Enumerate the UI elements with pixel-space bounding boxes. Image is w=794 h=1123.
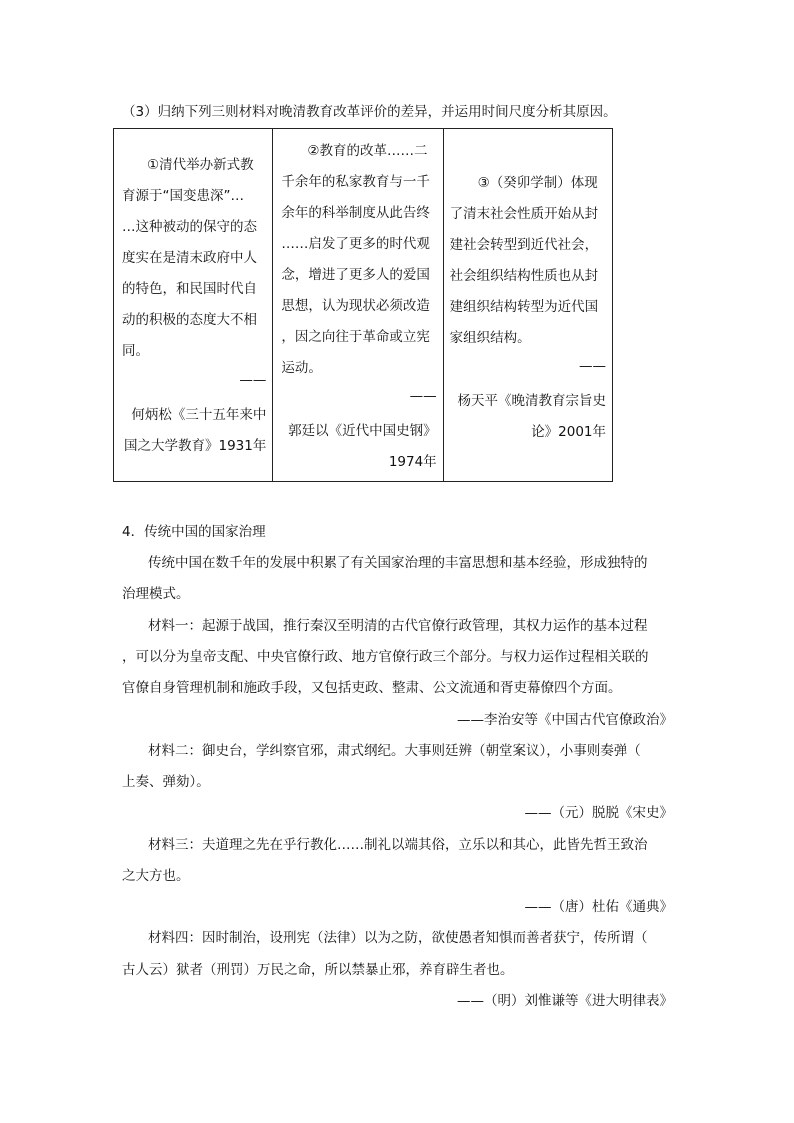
cell2-line: ，因之向往于革命或立宪 bbox=[281, 329, 430, 345]
material-3-line: 之大方也。 bbox=[122, 868, 190, 884]
material-2-line: 材料二：御史台，学纠察官邪，肃式纲纪。大事则廷辨（朝堂案议），小事则奏弹（ bbox=[148, 743, 641, 759]
material-4-line: 材料四：因时制治，设刑宪（法律）以为之防，欲使愚者知惧而善者获宁，传所谓（ bbox=[148, 930, 648, 946]
material-3-line: 材料三：夫道理之先在乎行教化……制礼以端其俗，立乐以和其心，此皆先哲王致治 bbox=[148, 837, 648, 853]
cell2-source: 郭廷以《近代中国史钢》 bbox=[288, 423, 437, 439]
cell3-line: 建组织结构转型为近代国 bbox=[449, 299, 599, 315]
cell2-line: 余年的科举制度从此告终 bbox=[281, 205, 430, 221]
material-1-line: 官僚自身管理机制和施政手段，又包括吏政、整肃、公文流通和胥吏幕僚四个方面。 bbox=[122, 680, 622, 696]
table-cell-1 bbox=[114, 129, 273, 482]
cell3-line: 社会组织结构性质也从封 bbox=[449, 268, 599, 284]
cell1-line: …这种被动的保守的态 bbox=[122, 219, 257, 235]
material-2-line: 上奏、弹劾）。 bbox=[122, 774, 210, 790]
cell3-dash: —— bbox=[579, 358, 606, 374]
cell1-line: 同。 bbox=[122, 343, 149, 359]
cell1-line: 动的积极的态度大不相 bbox=[122, 312, 257, 328]
cell2-line: ……启发了更多的时代观 bbox=[281, 236, 430, 252]
material-4-source: ——（明）刘惟谦等《进大明律表》 bbox=[457, 993, 673, 1009]
material-4-line: 古人云）狱者（刑罚）万民之命，所以禁暴止邪，养育辟生者也。 bbox=[122, 962, 514, 978]
cell2-line: 千余年的私家教育与一千 bbox=[281, 174, 430, 190]
intro-line: 治理模式。 bbox=[122, 586, 190, 602]
cell3-line: ③（癸卯学制）体现 bbox=[477, 175, 598, 191]
cell2-line: 思想，认为现状必须改造 bbox=[281, 298, 430, 314]
cell2-line: 念，增进了更多人的爱国 bbox=[281, 267, 430, 283]
cell2-source: 1974年 bbox=[388, 454, 437, 470]
cell1-source: 国之大学教育》1931年 bbox=[124, 438, 267, 454]
table-cell-3 bbox=[443, 129, 612, 482]
material-2-source: ——（元）脱脱《宋史》 bbox=[524, 805, 673, 821]
cell1-source: 何炳松《三十五年来中 bbox=[131, 407, 267, 423]
material-1-line: 材料一：起源于战国，推行秦汉至明清的古代官僚行政管理，其权力运作的基本过程 bbox=[148, 618, 648, 634]
section-4-heading: 4．传统中国的国家治理 bbox=[122, 524, 266, 540]
cell3-source: 论》2001年 bbox=[531, 424, 606, 440]
material-1-source: ——李治安等《中国古代官僚政治》 bbox=[457, 712, 673, 728]
cell1-line: 的特色，和民国时代自 bbox=[122, 281, 257, 297]
cell3-source: 杨天平《晚清教育宗旨史 bbox=[457, 393, 606, 409]
cell3-line: 家组织结构。 bbox=[449, 330, 531, 346]
cell1-line: 育源于“国变患深”… bbox=[122, 188, 244, 204]
cell2-dash: —— bbox=[409, 388, 437, 404]
cell2-line: 运动。 bbox=[281, 360, 322, 376]
cell1-line: 度实在是清末政府中人 bbox=[122, 250, 257, 266]
table-cell-2 bbox=[273, 129, 443, 482]
cell1-line: ①清代举办新式教 bbox=[147, 157, 254, 173]
intro-line: 传统中国在数千年的发展中积累了有关国家治理的丰富思想和基本经验，形成独特的 bbox=[148, 555, 648, 571]
material-3-source: ——（唐）杜佑《通典》 bbox=[524, 899, 673, 915]
cell3-line: 建社会转型到近代社会， bbox=[449, 237, 599, 253]
cell3-line: 了清末社会性质开始从封 bbox=[449, 206, 599, 222]
material-1-line: ，可以分为皇帝支配、中央官僚行政、地方官僚行政三个部分。与权力运作过程相关联的 bbox=[122, 649, 649, 665]
cell2-line: ②教育的改革……二 bbox=[307, 143, 428, 159]
materials-table bbox=[113, 128, 613, 482]
question-3: （3）归纳下列三则材料对晚清教育改革评价的差异，并运用时间尺度分析其原因。 bbox=[122, 104, 617, 120]
cell1-dash: —— bbox=[239, 372, 267, 388]
